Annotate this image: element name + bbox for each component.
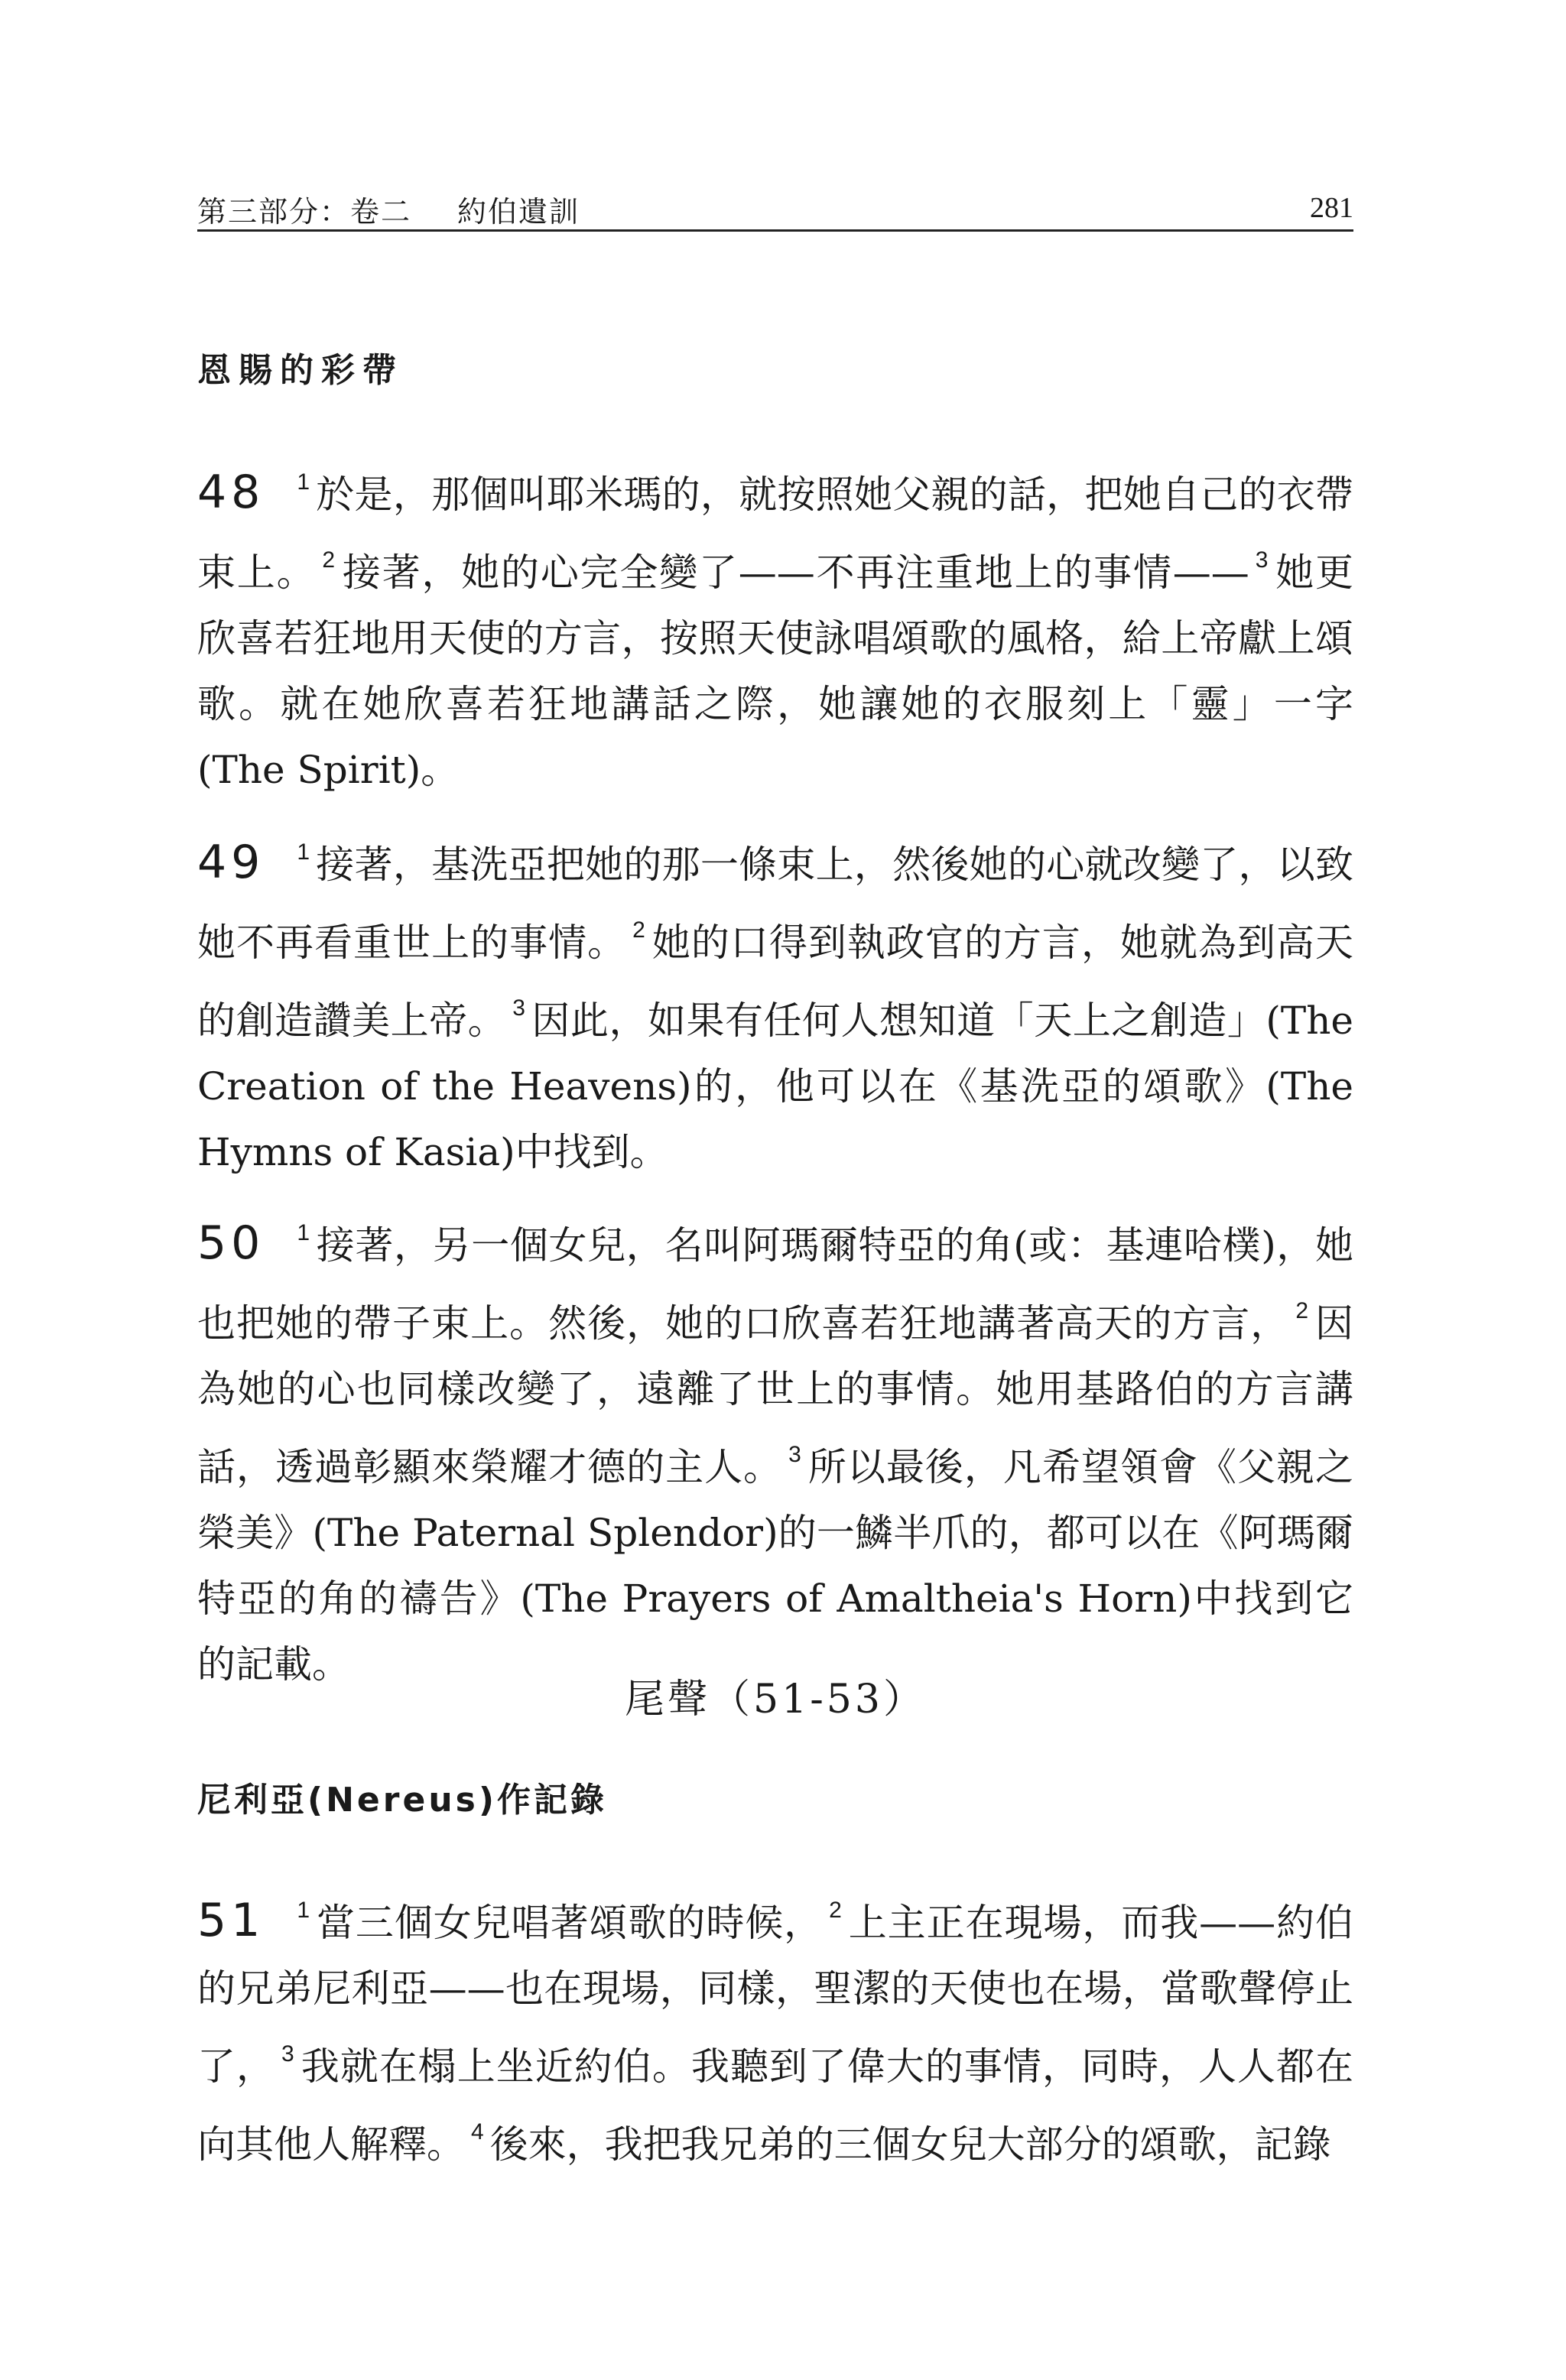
verse-number: 2 bbox=[1295, 1298, 1308, 1323]
header-part: 第三部分：卷二 bbox=[197, 195, 412, 229]
section-subtitle-nereus: 尼利亞(Nereus)作記錄 bbox=[197, 1781, 607, 1820]
epilogue-heading: 尾聲（51-53） bbox=[625, 1677, 926, 1722]
verse-number: 3 bbox=[1255, 547, 1269, 573]
section-subtitle-gift-sash: 恩賜的彩帶 bbox=[197, 351, 404, 390]
verse-number: 2 bbox=[322, 547, 336, 573]
verse-text: 後來，我把我兄弟的三個女兒大部分的頌歌，記錄 bbox=[489, 2122, 1331, 2167]
verse-number: 3 bbox=[788, 1442, 801, 1467]
verse-text: 接著，她的心完全變了——不再注重地上的事情—— bbox=[341, 550, 1249, 595]
paragraph-51 bbox=[197, 1878, 1353, 2177]
verse-text: 於是，那個叫耶米瑪的，就按照她父親的話，把她自己的衣帶束上。 bbox=[197, 472, 1353, 595]
verse-number: 3 bbox=[512, 995, 525, 1021]
verse-text: 她更欣喜若狂地用天使的方言，按照天使詠唱頌歌的風格，給上帝獻上頌歌。就在她欣喜若狂地講話之際，她讓她的衣服刻上「靈」一字(The Spirit)。 bbox=[197, 550, 1354, 792]
chapter-number-51: 51 bbox=[197, 1894, 265, 1947]
paragraph-50 bbox=[197, 1200, 1353, 1697]
verse-text: 上主正在現場，而我——約伯的兄弟尼利亞——也在現場，同樣，聖潔的天使也在場，當歌聲停止了， bbox=[197, 1901, 1354, 2089]
verse-text: 接著，基洗亞把她的那一條束上，然後她的心就改變了，以致她不再看重世上的事情。 bbox=[197, 843, 1353, 965]
verse-text: 當三個女兒唱著頌歌的時候， bbox=[316, 1901, 824, 1945]
verse-text: 我就在榻上坐近約伯。我聽到了偉大的事情，同時，人人都在向其他人解釋。 bbox=[197, 2044, 1354, 2167]
verse-number: 2 bbox=[632, 917, 645, 943]
paragraph-49 bbox=[197, 820, 1353, 1185]
verse-number: 4 bbox=[471, 2119, 484, 2145]
page-number: 281 bbox=[1310, 192, 1353, 224]
verse-number: 1 bbox=[297, 839, 310, 865]
verse-text: 因為她的心也同樣改變了，遠離了世上的事情。她用基路伯的方言講話，透過彰顯來榮耀才德的主人。 bbox=[197, 1301, 1354, 1489]
verse-number: 3 bbox=[281, 2041, 294, 2067]
verse-text: 接著，另一個女兒，名叫阿瑪爾特亞的角(或：基連哈樸)，她也把她的帶子束上。然後，她的口欣喜若狂地講著高天的方言， bbox=[197, 1223, 1353, 1346]
verse-text: 她的口得到執政官的方言，她就為到高天的創造讚美上帝。 bbox=[197, 921, 1354, 1043]
header-title: 約伯遺訓 bbox=[457, 195, 580, 229]
paragraph-48 bbox=[197, 450, 1353, 803]
verse-number: 1 bbox=[297, 1898, 310, 1923]
chapter-number-50: 50 bbox=[197, 1216, 265, 1270]
verse-number: 2 bbox=[829, 1898, 842, 1923]
verse-text: 因此，如果有任何人想知道「天上之創造」(The Creation of the Heavens)的，他可以在《基洗亞的頌歌》(The Hymns of Kasia)中找到。 bbox=[197, 998, 1353, 1174]
running-header bbox=[197, 180, 1353, 232]
verse-text: 所以最後，凡希望領會《父親之榮美》(The Paternal Splendor)的一鱗半爪的，都可以在《阿瑪爾特亞的角的禱告》(The Prayers of Amaltheia's Horn)中找到它的記載。 bbox=[197, 1445, 1354, 1687]
chapter-number-49: 49 bbox=[197, 836, 265, 889]
verse-number: 1 bbox=[297, 469, 310, 495]
verse-number: 1 bbox=[297, 1220, 310, 1245]
chapter-number-48: 48 bbox=[197, 466, 265, 519]
